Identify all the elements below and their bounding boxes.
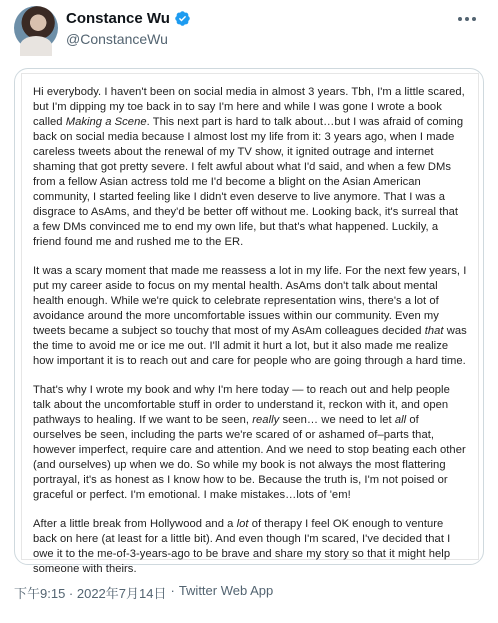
tweet-image-card[interactable]	[14, 68, 484, 575]
display-name[interactable]: Constance Wu	[66, 10, 170, 27]
notes-screenshot	[21, 73, 479, 575]
paragraph-4-emphasis: lot	[236, 518, 249, 530]
handle[interactable]: @ConstanceWu	[66, 31, 168, 47]
verified-badge-icon	[174, 10, 191, 27]
paragraph-2-emphasis: that	[424, 325, 444, 337]
timestamp-separator: ·	[170, 583, 175, 598]
name-row	[66, 10, 191, 27]
book-title: Making a Scene	[65, 116, 147, 128]
paragraph-3	[33, 383, 467, 503]
paragraph-4	[33, 517, 467, 577]
paragraph-3-text-c: of ourselves be seen, including the parts we're scared of or ashamed of–parts that, however imperfect, require care and attention. And we need to stop beating each other (and ourselves) up when we do. So while my book is not always the most flattering portrayal, it's as honest as I know how to be. Because the truth is, I'm not poised or graceful or perfect. I'm emotional. I make mistakes…lots of 'em!	[33, 414, 466, 501]
paragraph-1	[33, 85, 467, 250]
paragraph-3-emphasis-2: all	[394, 414, 407, 426]
paragraph-3-text-a: That's why I wrote my book and why I'm here today — to reach out and help people talk about the uncomfortable stuff in order to understand it, reckon with it, and open pathways to healing. If we want to be seen,	[33, 384, 450, 426]
paragraph-2-text-b: was the time to avoid me or ice me out. I'll admit it hurt a lot, but it also made me realize how important it is to reach out and care for people who are going through a hard time.	[33, 325, 467, 367]
paragraph-4-text-b: of therapy I feel OK enough to venture back on here (at least for a little bit). And even though I'm scared, I've decided that I owe it to the me-of-3-years-ago to be brave and share my story so that it might help someone with theirs.	[33, 518, 451, 575]
tweet-timestamp	[14, 583, 273, 602]
source-app[interactable]: Twitter Web App	[178, 583, 274, 598]
tweet-header	[14, 6, 484, 52]
paragraph-3-text-b: seen… we need to let	[279, 414, 395, 426]
paragraph-3-emphasis-1: really	[252, 414, 280, 426]
paragraph-2-text-a: It was a scary moment that made me reassess a lot in my life. For the next few years, I put my career aside to focus on my mental health. AsAms don't talk about mental health enough. While we're quick to celebrate representation wins, there's a lot of avoidance around the more uncomfortable issues within our community. Even my tweets became a subject so touchy that most of my AsAm colleagues decided	[33, 265, 467, 337]
tweet-time[interactable]: 下午9:15 · 2022年7月14日	[14, 586, 167, 601]
paragraph-1-text-b: . This next part is hard to talk about…but I was afraid of coming back on social media because I almost lost my life from it: 3 years ago, when I made careless tweets about the renewal of my TV show, it ignited outrage and internet shaming that got pretty severe. I felt awful about what I'd said, and when a few DMs from a fellow Asian actress told me I'd become a blight on the Asian American community, I started feeling like I didn't even deserve to live anymore. That I was a disgrace to AsAms, and they'd be better off without me. Looking back, it's surreal that a few DMs convinced me to end my own life, but that's what happened. Luckily, a friend found me and rushed me to the ER.	[33, 116, 464, 248]
avatar[interactable]	[14, 6, 58, 50]
paragraph-1-text-a: Hi everybody. I haven't been on social media in almost 3 years. Tbh, I'm a little scared, but I'm dipping my toe back in to say I'm here and while I was gone I wrote a book called	[33, 86, 465, 128]
paragraph-2	[33, 264, 467, 369]
more-options-icon[interactable]	[454, 10, 480, 28]
paragraph-4-text-a: After a little break from Hollywood and a	[33, 518, 237, 530]
